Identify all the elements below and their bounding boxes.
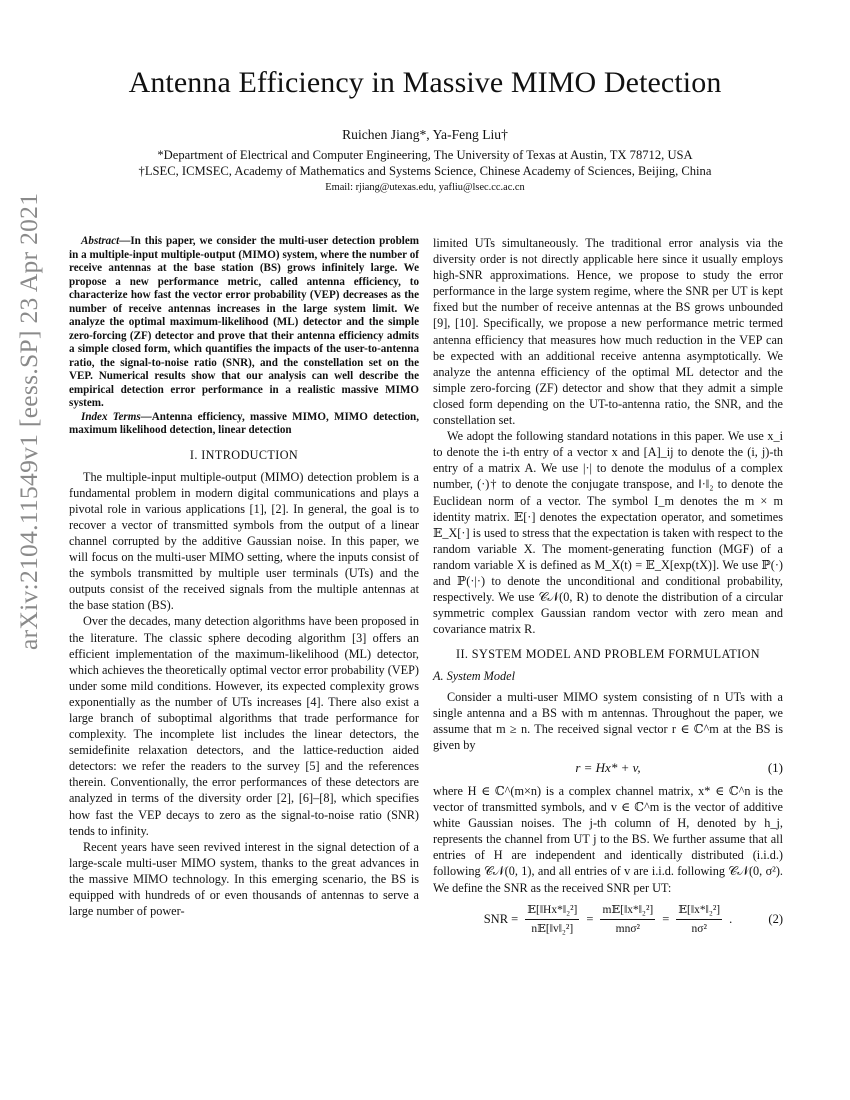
intro-paragraph-3-continued: limited UTs simultaneously. The traditional error analysis via the diversity order is not directly applicable here since it usually employs high-SNR approximations. Hence, we propose to study the error performance in the large system regime, where the SNR per UT is kept fixed but the number of receive antennas at the BS grows unbounded [9], [10]. Specifically, we propose a new performance metric termed antenna efficiency that measures how much reduction in the VEP can be expected with an additional receive antenna asymptotically. We analyze the antenna efficiency of the optimal ML detector and the simple zero-forcing (ZF) detector and show that they admit a simple closed form depending on the UT-to-antenna ratio, the SNR, and the constellation set. [433,236,783,428]
equation-1-number: (1) [767,759,783,775]
index-terms-text: —Antenna efficiency, massive MIMO, MIMO detection, maximum likelihood detection, linear detection [69,410,419,436]
fraction-2-denominator: mnσ² [615,922,640,935]
notation-paragraph: We adopt the following standard notations in this paper. We use x_i to denote the i-th entry of a vector x and [A]_ij to denote the (i, j)-th entry of a matrix A. We use |·| to denote the modulus of a complex number, (·)† to denote the conjugate transpose, and ‖·‖₂ to denote the Euclidean norm of a vector. The symbol I_m denotes the m × m identity matrix. 𝔼[·] denotes the expectation operator, and sometimes 𝔼_X[·] is used to stress that the expectation is taken with respect to the random variable X. The moment-generating function (MGF) of a random variable X is defined as M_X(t) = 𝔼_X[exp(tX)]. We use ℙ(·) and ℙ(·|·) to denote the unconditional and conditional probability, respectively. We use 𝒞𝒩(0, R) to denote the distribution of a circular symmetric complex Gaussian random vector with zero mean and covariance matrix R. [433,429,783,637]
abstract [69,235,419,411]
section-heading-system-model: II. SYSTEM MODEL AND PROBLEM FORMULATION [456,647,760,662]
intro-paragraph-3: Recent years have seen revived interest in the signal detection of a large-scale multi-user MIMO system, thanks to the great advances in the massive MIMO technology. In this emerging scenario, the BS is equipped with hundreds of or even thousands of antennas to serve a large number of power- [69,839,419,919]
index-terms [69,411,419,438]
equation-2-number: (2) [768,912,783,927]
equation-2-period: . [729,912,733,927]
channel-description-paragraph: where H ∈ ℂ^(m×n) is a complex channel matrix, x* ∈ ℂ^n is the vector of transmitted symbols, and v ∈ ℂ^m is the vector of additive white Gaussian noises. The j-th column of H, denoted by h_j, represents the channel from UT j to the BS. We further assume that all entries of H are independent and identically distributed (i.i.d.) following 𝒞𝒩(0, 1), and all entries of v are i.i.d. following 𝒞𝒩(0, σ²). We define the SNR as the received SNR per UT: [433,784,783,895]
equation-2-fraction-2 [600,902,655,937]
left-column [69,235,419,919]
author-list: Ruichen Jiang*, Ya-Feng Liu† [342,127,508,142]
author-emails: Email: rjiang@utexas.edu, yafliu@lsec.cc.ac.cn [325,182,525,193]
fraction-3-numerator: 𝔼[‖x*‖₂²] [676,902,722,920]
right-column [433,235,783,943]
fraction-1-denominator: n𝔼[‖v‖₂²] [531,922,574,935]
equation-2-fraction-3 [676,902,722,937]
fraction-2-numerator: m𝔼[‖x*‖₂²] [600,902,655,920]
equation-2-lhs: SNR = [483,912,519,927]
fraction-3-denominator: nσ² [691,922,707,935]
affiliation-cas: †LSEC, ICMSEC, Academy of Mathematics and Systems Science, Chinese Academy of Sciences, Beijing, China [138,164,712,178]
equation-1-body: r = Hx* + v, [575,759,641,775]
affiliation-ut-austin: *Department of Electrical and Computer Engineering, The University of Texas at Austin, TX 78712, USA [157,148,693,162]
equation-1 [433,760,783,776]
fraction-1-numerator: 𝔼[‖Hx*‖₂²] [525,902,579,920]
equals-sign: = [586,912,594,927]
section-heading-introduction: I. INTRODUCTION [189,447,299,462]
intro-paragraph-2: Over the decades, many detection algorithms have been proposed in the literature. The classic sphere decoding algorithm [3] offers an efficient implementation of the maximum-likelihood (ML) detector, which achieves the theoretically optimal vector error probability (VEP) under some mild conditions. However, its expected complexity grows exponentially as the number of UTs increases [4]. There also exist a large branch of suboptimal algorithms that trade performance for complexity. The incomplete list includes the linear detectors, the semidefinite relaxation detectors, and the lattice-reduction aided detectors: we refer the readers to the survey [5] and the references therein. Conventionally, the error performances of these detectors are analyzed in terms of the diversity order [2], [6]–[8], which specifies how fast the VEP decays to zero as the signal-to-noise ratio (SNR) tends to infinity. [69,614,419,838]
arxiv-identifier: arXiv:2104.11549v1 [eess.SP] 23 Apr 2021 [14,192,43,650]
intro-paragraph-1: The multiple-input multiple-output (MIMO) detection problem is a fundamental problem in modern digital communications and plays a pivotal role in various applications [1], [2]. In general, the goal is to recover a vector of transmitted symbols from the output of a linear channel corrupted by the additive Gaussian noise. In this paper, we will focus on the multi-user MIMO setting, where the inputs consist of the symbols transmitted by multiple user terminals (UTs) and the outputs consist of the received signals from the multiple antennas at the base station (BS). [69,469,419,613]
equation-2-fraction-1 [525,902,579,937]
abstract-text: —In this paper, we consider the multi-user detection problem in a multiple-input multiple-output (MIMO) system, where the number of receive antennas at the base station (BS) grows infinitely large. We propose a new performance metric, called antenna efficiency, to characterize how fast the vector error probability (VEP) decreases as the number of receive antennas increases in the large system limit. We analyze the optimal maximum-likelihood (ML) detector and the simple zero-forcing (ZF) detector and prove that their antenna efficiency admits a simple closed form, which quantifies the impacts of the user-to-antenna ratio, the signal-to-noise ratio (SNR), and the constellation set on the VEP. Numerical results show that our analysis can well describe the empirical detection error performance in a realistic massive MIMO system. [69,235,419,409]
paper-title: Antenna Efficiency in Massive MIMO Detection [128,66,722,99]
equals-sign: = [662,912,670,927]
subsection-heading-system-model: A. System Model [433,669,515,684]
abstract-label: Abstract [81,235,120,247]
equation-2 [433,902,783,937]
system-model-paragraph: Consider a multi-user MIMO system consisting of n UTs with a single antenna and a BS with m antennas. Throughout the paper, we assume that m ≥ n. The received signal vector r ∈ ℂ^m at the BS is given by [433,689,783,752]
index-terms-label: Index Terms [81,410,141,423]
